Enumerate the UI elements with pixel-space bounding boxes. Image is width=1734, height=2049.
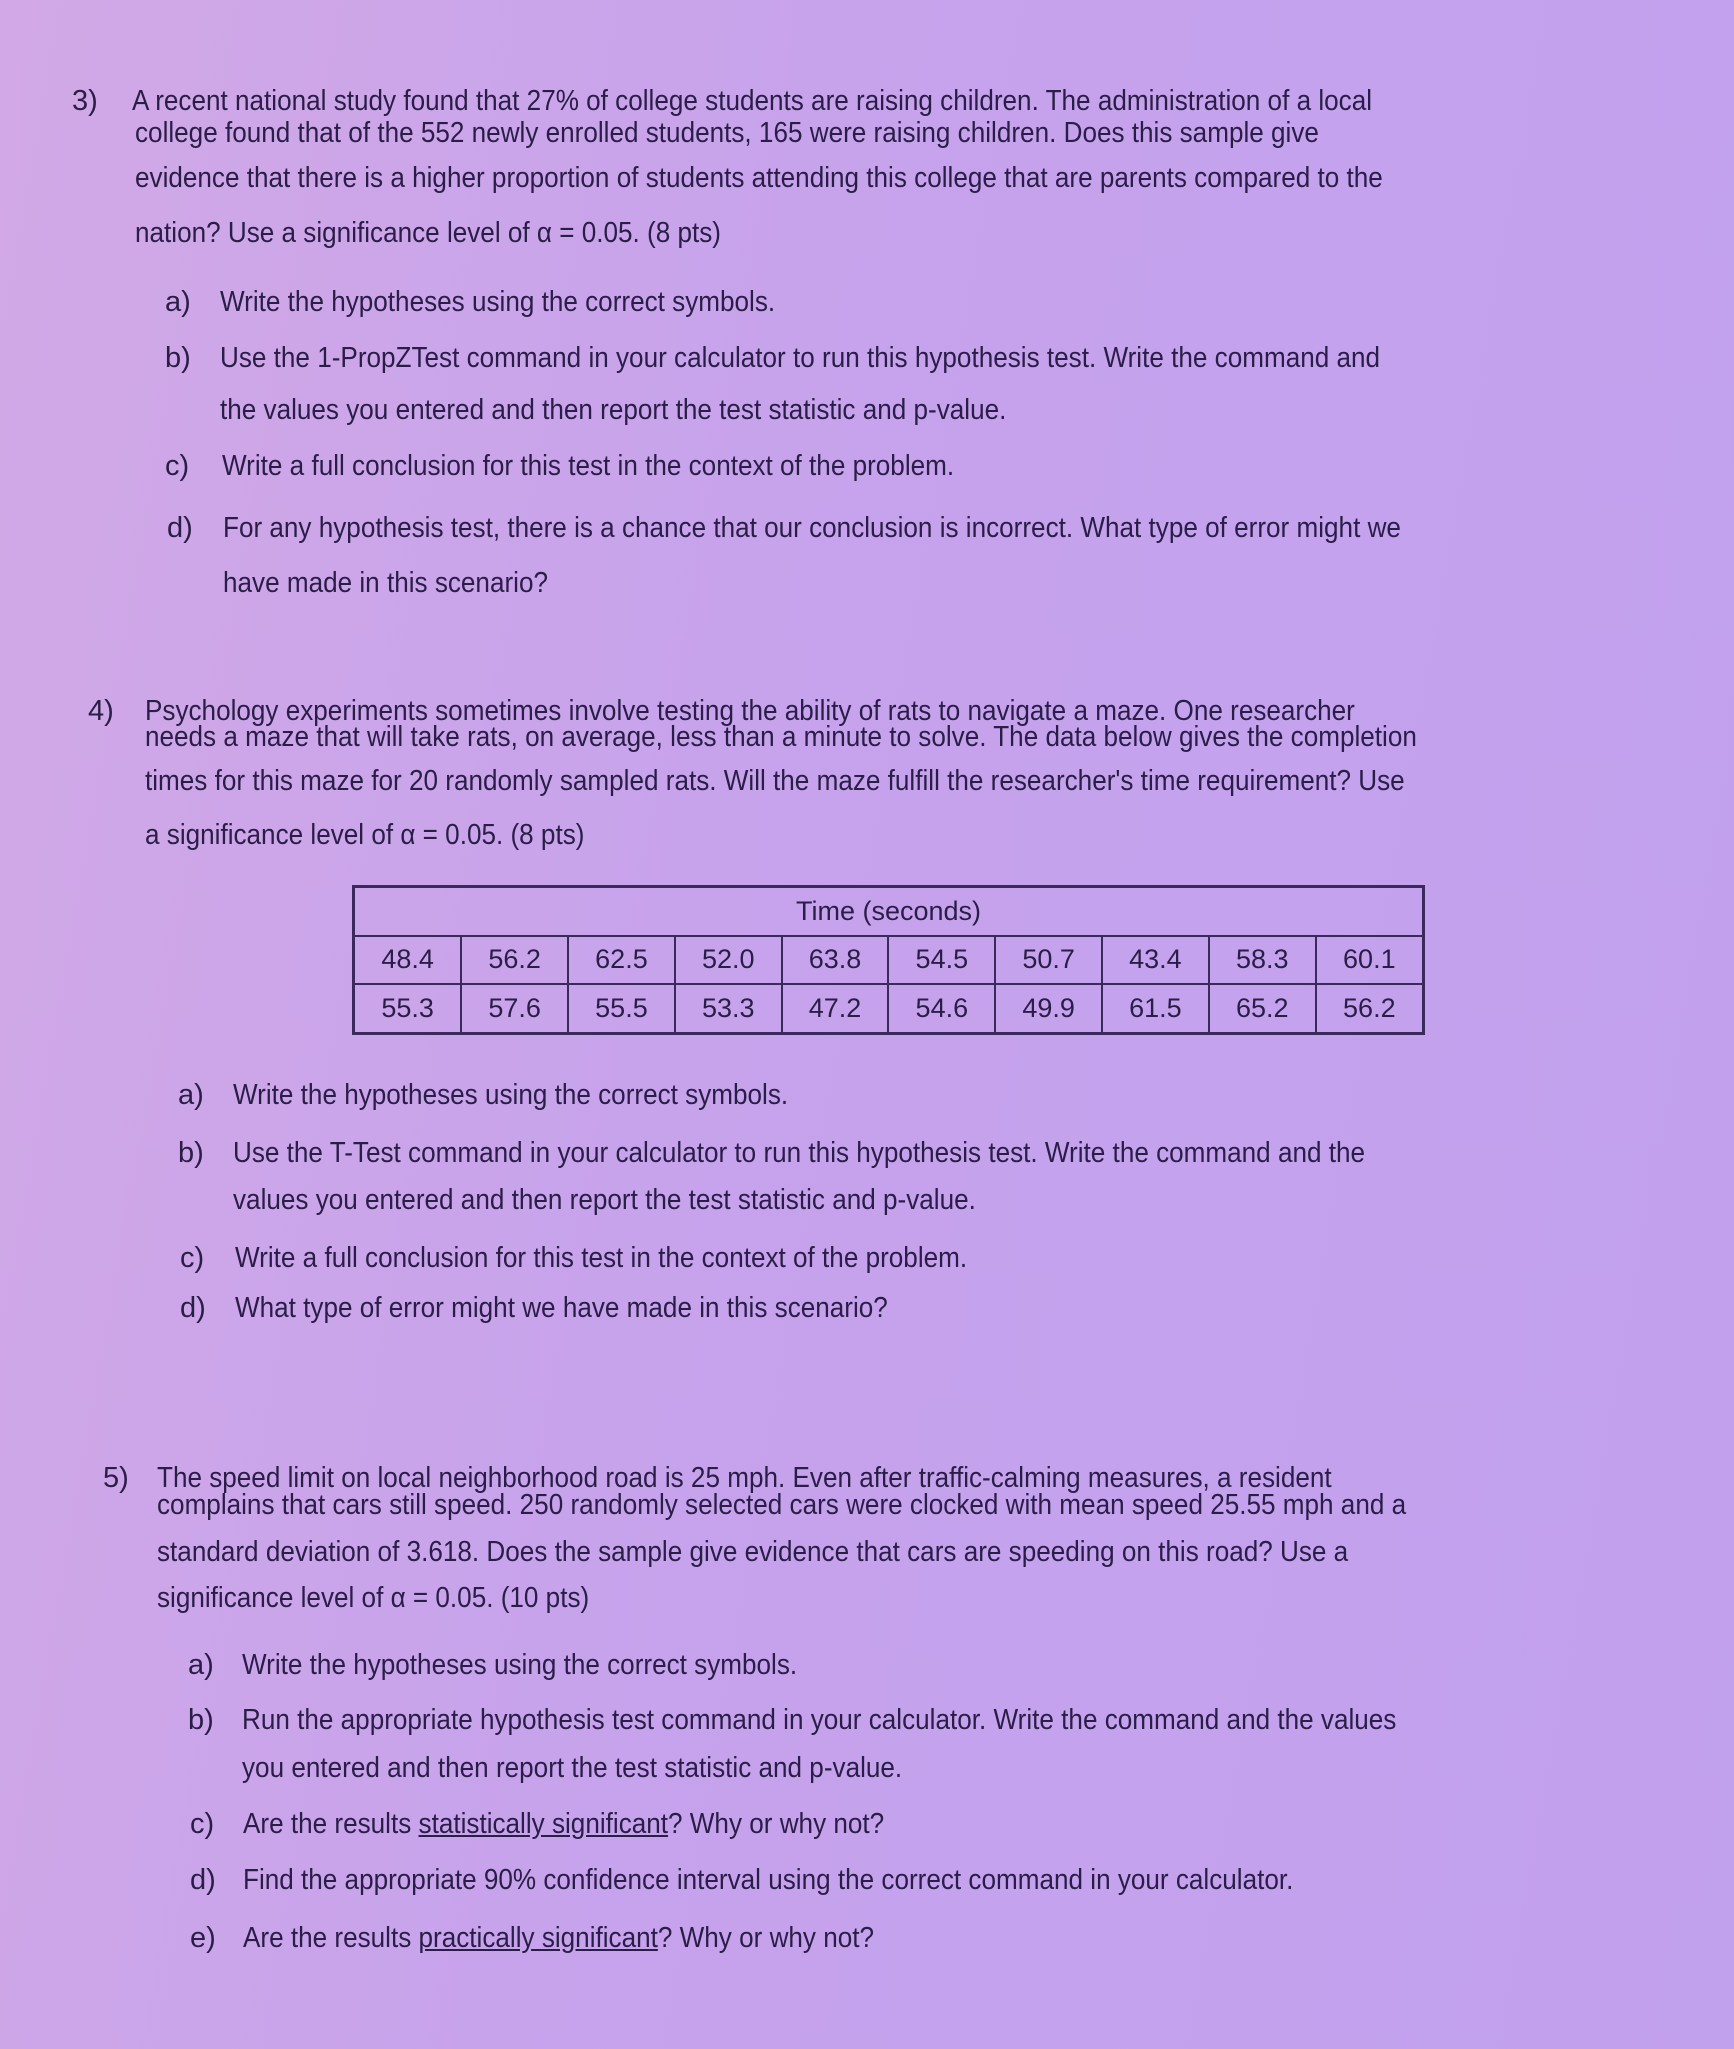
table-row	[354, 936, 1424, 985]
part-text	[243, 1807, 884, 1841]
part-text: Write the hypotheses using the correct symbols.	[233, 1079, 789, 1111]
table-header: Time (seconds)	[354, 887, 1424, 936]
table-cell: 60.1	[1316, 936, 1424, 985]
table-cell: 54.6	[888, 984, 995, 1033]
table-cell: 58.3	[1209, 936, 1316, 985]
part-text: Run the appropriate hypothesis test command in your calculator. Write the command and the values	[242, 1704, 1397, 1736]
question-text-line: nation? Use a significance level of α = 0.05. (8 pts)	[135, 217, 721, 249]
table-cell: 54.5	[888, 936, 995, 985]
table-cell: 63.8	[782, 936, 889, 985]
table-cell: 62.5	[568, 936, 675, 985]
part-text-pre: Are the results	[243, 1808, 419, 1840]
part-text: What type of error might we have made in this scenario?	[235, 1292, 888, 1324]
part-label: b)	[165, 342, 191, 374]
table-cell: 55.5	[568, 984, 675, 1033]
table-cell: 47.2	[782, 984, 889, 1033]
part-text: Write the hypotheses using the correct symbols.	[242, 1649, 798, 1681]
question-text-line: The speed limit on local neighborhood road is 25 mph. Even after traffic-calming measures, a resident	[157, 1462, 1332, 1494]
question-text-line: Psychology experiments sometimes involve testing the ability of rats to navigate a maze. One researcher	[145, 695, 1355, 727]
question-number: 4)	[88, 695, 114, 727]
question-text-line: times for this maze for 20 randomly sampled rats. Will the maze fulfill the researcher's time requirement? Use	[145, 765, 1405, 797]
part-text: you entered and then report the test statistic and p-value.	[242, 1752, 903, 1784]
time-data-table	[352, 885, 1425, 1035]
part-text: the values you entered and then report the test statistic and p-value.	[220, 394, 1007, 426]
part-text: Find the appropriate 90% confidence interval using the correct command in your calculator.	[243, 1864, 1294, 1896]
part-label: d)	[190, 1864, 216, 1896]
part-text: Write a full conclusion for this test in the context of the problem.	[222, 450, 955, 482]
part-label: a)	[188, 1649, 214, 1681]
question-text-line: college found that of the 552 newly enrolled students, 165 were raising children. Does this sample give	[135, 117, 1319, 149]
part-label: e)	[190, 1922, 216, 1954]
part-text: For any hypothesis test, there is a chance that our conclusion is incorrect. What type of error might we	[223, 512, 1401, 544]
table-cell: 56.2	[1316, 984, 1424, 1033]
part-text	[243, 1921, 874, 1955]
part-label: c)	[190, 1808, 215, 1840]
part-label: a)	[165, 286, 191, 318]
question-text-line: needs a maze that will take rats, on average, less than a minute to solve. The data below gives the completion	[145, 721, 1417, 753]
table-cell: 57.6	[461, 984, 568, 1033]
question-number: 3)	[72, 85, 98, 117]
part-text: Write a full conclusion for this test in the context of the problem.	[235, 1242, 968, 1274]
part-text: Use the 1-PropZTest command in your calculator to run this hypothesis test. Write the command and	[220, 342, 1381, 374]
question-text-line: significance level of α = 0.05. (10 pts)	[157, 1582, 590, 1614]
question-text-line: evidence that there is a higher proportion of students attending this college that are parents compared to the	[135, 162, 1383, 194]
part-label: b)	[178, 1137, 204, 1169]
table-cell: 49.9	[995, 984, 1102, 1033]
part-label: d)	[167, 512, 193, 544]
underlined-term: statistically significant	[418, 1808, 669, 1840]
question-text-line: complains that cars still speed. 250 randomly selected cars were clocked with mean speed 25.55 mph and a	[157, 1489, 1407, 1521]
table-cell: 65.2	[1209, 984, 1316, 1033]
part-text: values you entered and then report the test statistic and p-value.	[233, 1184, 976, 1216]
table-cell: 61.5	[1102, 984, 1209, 1033]
table-cell: 56.2	[461, 936, 568, 985]
part-text-post: ? Why or why not?	[657, 1922, 875, 1954]
part-text: have made in this scenario?	[223, 567, 548, 599]
part-label: b)	[188, 1704, 214, 1736]
part-text: Write the hypotheses using the correct symbols.	[220, 286, 776, 318]
part-text-post: ? Why or why not?	[668, 1808, 885, 1840]
part-text: Use the T-Test command in your calculator to run this hypothesis test. Write the command and the	[233, 1137, 1366, 1169]
table-cell: 55.3	[354, 984, 462, 1033]
table-row	[354, 984, 1424, 1033]
table-cell: 53.3	[675, 984, 782, 1033]
question-text-line: A recent national study found that 27% of college students are raising children. The administration of a local	[132, 85, 1373, 117]
question-text-line: a significance level of α = 0.05. (8 pts)	[145, 819, 585, 851]
table-cell: 43.4	[1102, 936, 1209, 985]
table-cell: 52.0	[675, 936, 782, 985]
part-text-pre: Are the results	[243, 1922, 419, 1954]
part-label: a)	[178, 1079, 204, 1111]
question-text-line: standard deviation of 3.618. Does the sample give evidence that cars are speeding on this road? Use a	[157, 1536, 1349, 1568]
part-label: d)	[180, 1292, 206, 1324]
part-label: c)	[180, 1242, 205, 1274]
table-cell: 50.7	[995, 936, 1102, 985]
table-cell: 48.4	[354, 936, 462, 985]
part-label: c)	[165, 450, 190, 482]
question-number: 5)	[103, 1462, 129, 1494]
underlined-term: practically significant	[418, 1922, 658, 1954]
